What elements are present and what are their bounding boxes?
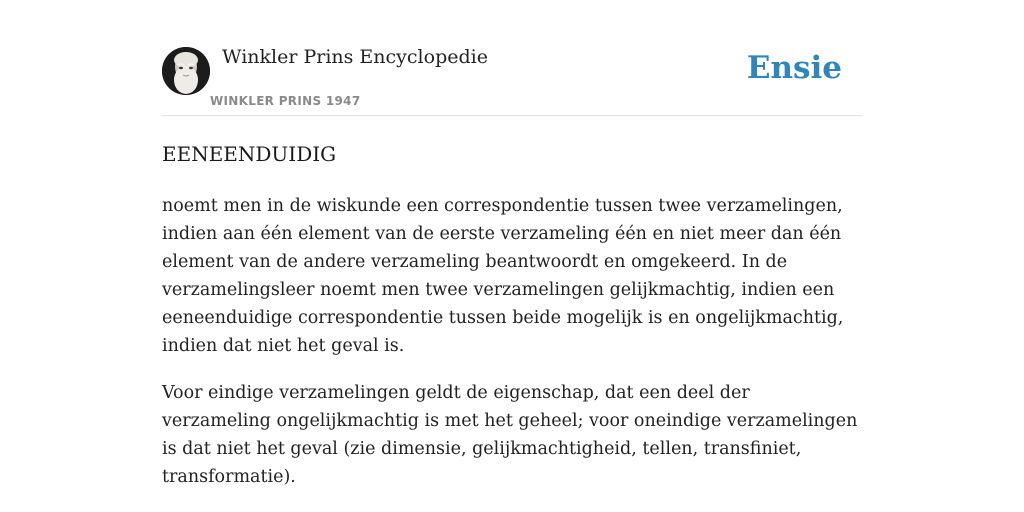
source-title[interactable]: Winkler Prins Encyclopedie — [222, 46, 488, 68]
entry-paragraph: Voor eindige verzamelingen geldt de eigenschap, dat een deel der verzameling ongelijkmachtig is met het geheel; voor oneindige verzamelingen is dat niet het geval (zie dimensie, gelijkmachtigheid, tellen, transfiniet, transformatie). — [162, 383, 858, 487]
avatar[interactable] — [162, 47, 210, 95]
bearded-man-portrait-icon — [162, 47, 210, 95]
page — [162, 0, 862, 487]
header — [162, 0, 862, 116]
entry-paragraph: noemt men in de wiskunde een correspondentie tussen twee verzamelingen, indien aan één element van de eerste verzameling één en niet meer dan één element van de andere verzameling beantwoordt en omgekeerd. In de verzamelingsleer noemt men twee verzamelingen gelijkmachtig, indien een eeneenduidige correspondentie tussen beide mogelijk is en ongelijkmachtig, indien dat niet het geval is. — [162, 196, 844, 356]
ensie-logo[interactable]: Ensie — [746, 50, 842, 86]
entry-title: EENEENDUIDIG — [162, 142, 337, 166]
source-subtitle: WINKLER PRINS 1947 — [210, 94, 361, 108]
entry-body — [162, 192, 862, 510]
